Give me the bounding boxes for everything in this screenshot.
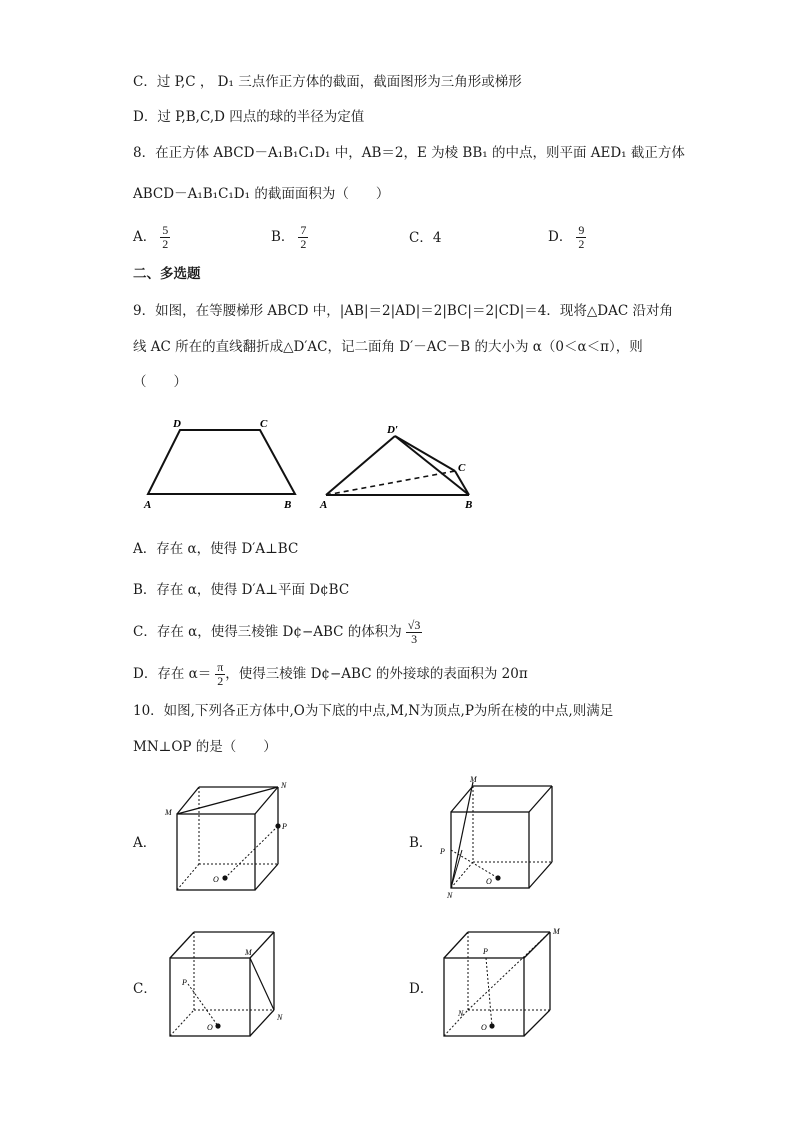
q9-fig2-label-c: C (458, 462, 466, 474)
q10-cube-c (160, 924, 300, 1044)
q9-option-c: C．存在 α，使得三棱锥 D¢−ABC 的体积为 $\frac{√3}{3}$ (133, 618, 421, 646)
section-heading-multi: 二、多选题 (133, 266, 201, 282)
q9-option-d: D．存在 α＝ $\frac{\pi}{2}$ ，使得三棱锥 D¢−ABC 的外接球的表面积为 20π (133, 660, 528, 688)
q8-option-d: D． $\frac{9}{2}$ (548, 223, 585, 251)
q10-d-label-n: N (458, 1009, 464, 1018)
q10-option-a-label: A． (133, 835, 157, 851)
q9-fig1-label-d: D (173, 418, 181, 430)
q10-b-label-n: N (447, 891, 453, 900)
q10-option-b-label: B． (409, 835, 433, 851)
q9-stem-line3: （ ） (133, 374, 187, 390)
q9-fig2-label-d: D′ (387, 424, 399, 436)
q10-c-label-n: N (277, 1013, 283, 1022)
q9-fig2-label-b: B (465, 499, 473, 511)
q10-cube-a (160, 778, 300, 898)
q10-a-label-n: N (281, 781, 287, 790)
q10-a-label-m: M (165, 808, 172, 817)
q10-b-label-m: M (470, 775, 477, 784)
q10-d-label-p: P (483, 947, 488, 956)
q9-stem-line1: 9．如图，在等腰梯形 ABCD 中，|AB|＝2|AD|＝2|BC|＝2|CD|＝4．现将△DAC 沿对角 (133, 303, 673, 319)
q10-stem-line1: 10．如图,下列各正方体中,O为下底的中点,M,N为顶点,P为所在棱的中点,则满足 (133, 703, 614, 719)
q8-option-b: B． $\frac{7}{2}$ (271, 223, 307, 251)
q9-trapezoid-figure (140, 412, 310, 512)
q9-fig2-label-a: A (320, 499, 328, 511)
q9-option-a: A．存在 α，使得 D′A⊥BC (133, 541, 299, 557)
q10-cube-b (434, 774, 574, 900)
q8-stem-line1: 8．在正方体 ABCD－A₁B₁C₁D₁ 中，AB＝2，E 为棱 BB₁ 的中点，则平面 AED₁ 截正方体 (133, 145, 685, 161)
q10-c-label-p: P (182, 978, 187, 987)
q10-option-d-label: D． (409, 981, 434, 997)
q10-a-label-o: O (213, 875, 219, 884)
q10-d-label-m: M (553, 927, 560, 936)
q10-d-label-o: O (481, 1023, 487, 1032)
q9-option-b: B．存在 α，使得 D′A⊥平面 D¢BC (133, 582, 350, 598)
q8-option-c: C．4 (409, 230, 442, 246)
q7-option-d: D．过 P,B,C,D 四点的球的半径为定值 (133, 109, 365, 125)
q8-option-a: A． $\frac{5}{2}$ (133, 223, 169, 251)
q9-fig1-label-b: B (284, 499, 292, 511)
q10-a-label-p: P (282, 822, 287, 831)
q9-stem-line2: 线 AC 所在的直线翻折成△D′AC，记二面角 D′－AC－B 的大小为 α（0＜α＜π），则 (133, 339, 643, 355)
q10-b-label-o: O (486, 877, 492, 886)
q10-c-label-m: M (245, 948, 252, 957)
q7-option-c: C．过 P,C ， D₁ 三点作正方体的截面，截面图形为三角形或梯形 (133, 74, 522, 90)
q9-folded-figure (318, 418, 488, 514)
q10-cube-d (434, 924, 574, 1044)
q10-stem-line2: MN⊥OP 的是（ ） (133, 739, 277, 755)
q9-fig1-label-a: A (144, 499, 152, 511)
q10-c-label-o: O (207, 1023, 213, 1032)
q8-stem-line2: ABCD－A₁B₁C₁D₁ 的截面面积为（ ） (133, 186, 390, 202)
q10-b-label-p: P (440, 847, 445, 856)
q9-fig1-label-c: C (260, 418, 268, 430)
q10-option-c-label: C． (133, 981, 157, 997)
